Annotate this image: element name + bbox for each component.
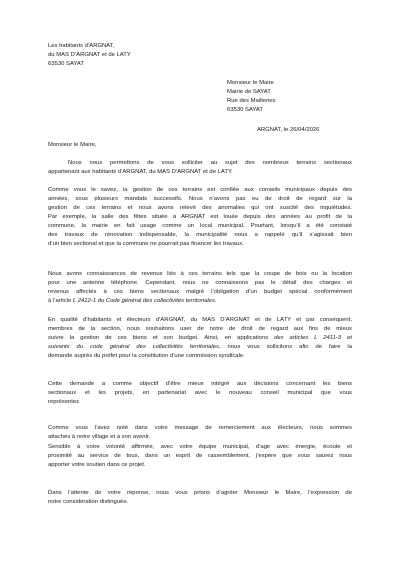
text-line: Cette demande a comme objectif d’être mieux intégré aux décisions concernant les biens — [48, 381, 352, 387]
recipient-line: Rue des Mailleries — [227, 98, 276, 104]
text-line: sectionaux et les projets, en partenariat avec le nouveau conseil municipal que vous — [48, 390, 352, 396]
text-line: Par exemple, la salle des fêtes située à ARGNAT est louée depuis des années au profit de la — [48, 214, 352, 220]
salutation: Monsieur le Maire, — [48, 142, 97, 148]
text-line: des travaux de rénovation indispensable, la municipalité nous a rappelé qu’il s’agissait bien — [48, 232, 352, 238]
legal-reference: suivants du code général des collectivités territoriales — [48, 344, 219, 350]
text-line: Dans l’attente de votre réponse, nous vous prions d’agréer Monsieur le Maire, l’expression de — [48, 490, 352, 496]
text-line: pour une antenne téléphone. Cependant, nous ne connaissons pas le détail des charges et — [48, 280, 352, 286]
recipient-line: Monsieur le Maire — [227, 80, 274, 86]
text-line: En qualité d’habitants et électeurs d’ARGNAT, du MAS D’ARGNAT et de LATY et par conséquent, — [48, 317, 352, 323]
legal-reference: L 2412-1 du Code général des collectivités territoriales — [72, 298, 215, 304]
sender-line: Les habitants d’ARGNAT, — [48, 43, 115, 49]
text-line: d’un bien sectional et que la commune ne pourrait pas financer les travaux. — [48, 241, 244, 247]
recipient-line: 63530 SAYAT — [227, 107, 264, 113]
legal-reference: des articles L 2411-3 et — [274, 335, 352, 341]
date-line: ARGNAT, le 26/04/2026 — [257, 127, 320, 133]
sender-line: du MAS D’ARGNAT et de LATY — [48, 52, 131, 58]
sender-line: 63530 SAYAT — [48, 61, 85, 67]
text-line: Comme vous le savez, la gestion de ces terrains est confiée aux conseils municipaux depuis des — [48, 187, 352, 193]
recipient-line: Mairie de SAYAT — [227, 89, 271, 95]
text-line: apporter votre soutien dans ce projet. — [48, 462, 146, 468]
text-line: Sensible à votre volonté affirmée, avec votre équipe municipal, d’agir avec énergie, écoute et — [48, 444, 352, 450]
text-line: revenus affectés à ces biens sectionaux malgré l’obligation d’un budget spécial conformément — [48, 289, 352, 295]
text-line: commune, la mairie en fait usage comme un local municipal. Pourtant, lorsqu’il a été constaté — [48, 223, 352, 229]
text-line: appartenant aux habitants d’ARGNAT, du MAS D’ARGNAT et de LATY. — [48, 169, 233, 175]
text-line: à l’article L 2412-1 du Code général des collectivités territoriales. — [48, 298, 217, 304]
text-line: Comme vous l’avez noté dans votre message de remerciement aux électeurs, nous sommes — [48, 425, 352, 431]
text-line: demande auprès du préfet pour la constitution d’une commission syndicale. — [48, 353, 245, 359]
text-line: attachés à notre village et à son avenir. — [48, 434, 151, 440]
text-line: suivre la gestion de ces biens et son budget. Ainsi, en applications des articles L 2411-3 et — [48, 335, 352, 341]
text-line: années, sous plusieurs mandats successifs. Nous n’avons pas eu de droit de regard sur la — [48, 196, 352, 202]
text-line: gestion de ces terrains et nous avons relevé des anomalies qui ont suscité des inquiétudes. — [48, 205, 352, 211]
text-line: notre considération distinguée. — [48, 499, 129, 505]
text-line: représentez. — [48, 399, 81, 405]
text-line: Nous avons connaissances de revenus liés à ces terrains tels que la coupe de bois ou la location — [48, 271, 352, 277]
text-line: Nous nous permettons de vous solliciter au sujet des nombreux terrains sectionaux — [68, 160, 352, 166]
text-line: membres de la section, nous souhaitons user de notre de droit de regard aux fins de mieux — [48, 326, 352, 332]
text-line: suivants du code général des collectivités territoriales, nous vous sollicitons afin de faire la — [48, 344, 352, 350]
text-line: proximité au service de tous, dans un esprit de rassemblement, j’espère que vous saurez nous — [48, 453, 352, 459]
